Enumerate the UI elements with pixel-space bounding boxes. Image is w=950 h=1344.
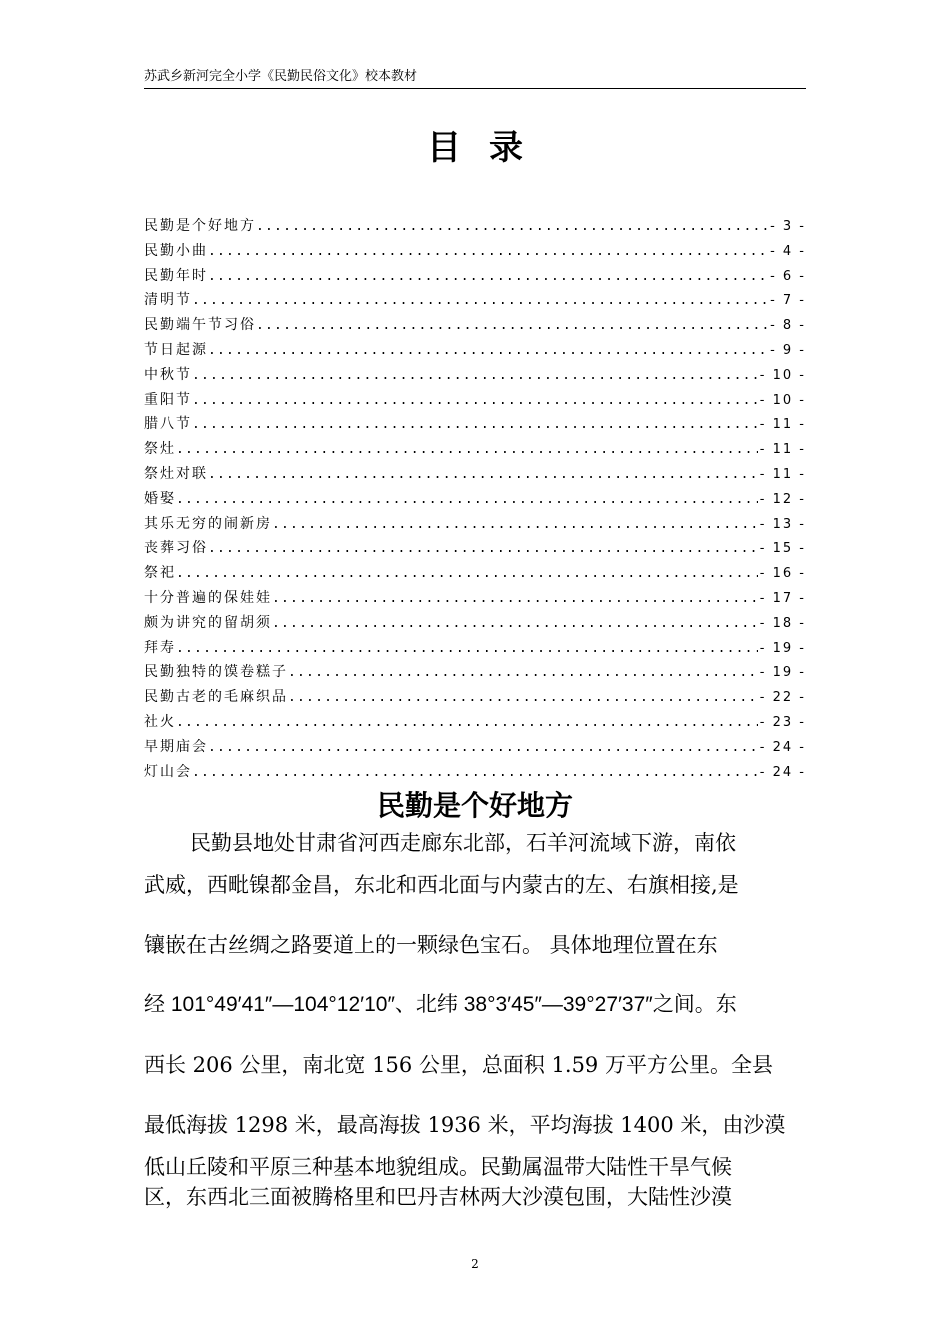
toc-entry-page: - 18 - — [759, 615, 806, 631]
toc-entry-page: - 19 - — [759, 665, 806, 681]
toc-entry-page: - 11 - — [759, 466, 806, 482]
toc-leader-dots — [208, 265, 768, 290]
toc-entry-page: - 8 - — [770, 318, 806, 334]
toc-entry-label: 灯山会 — [144, 763, 192, 780]
toc-entry-label: 民勤小曲 — [144, 242, 208, 259]
body-line: 经 101°49′41″—104°12′10″、北纬 38°3′45″—39°27′37″之间。东 — [144, 993, 737, 1016]
toc-leader-dots — [272, 513, 758, 538]
toc-leader-dots — [192, 413, 758, 438]
toc-title: 目录 — [427, 128, 551, 168]
toc-leader-dots — [192, 389, 758, 414]
toc-leader-dots — [176, 711, 758, 736]
toc-entry-page: - 7 - — [770, 293, 806, 309]
body-line: 民勤县地处甘肃省河西走廊东北部，石羊河流域下游，南依 — [190, 831, 736, 855]
body-line: 低山丘陵和平原三种基本地貌组成。民勤属温带大陆性干旱气候 — [144, 1155, 732, 1179]
toc-leader-dots — [208, 240, 768, 265]
toc-entry-page: - 22 - — [759, 690, 806, 706]
toc-entry[interactable] — [144, 536, 806, 561]
toc-entry-page: - 9 - — [770, 342, 806, 358]
toc-entry-label: 祭祀 — [144, 565, 176, 582]
toc-entry[interactable] — [144, 388, 806, 413]
toc-entry[interactable] — [144, 313, 806, 338]
toc-entry[interactable] — [144, 239, 806, 264]
toc-entry[interactable] — [144, 660, 806, 685]
toc-entry-page: - 11 - — [759, 417, 806, 433]
toc-entry-label: 清明节 — [144, 292, 192, 309]
body-line: 武威，西毗镍都金昌，东北和西北面与内蒙古的左、右旗相接,是 — [144, 873, 739, 897]
toc-entry-label: 丧葬习俗 — [144, 540, 208, 557]
toc-entry[interactable] — [144, 636, 806, 661]
toc-entry-label: 民勤独特的馍卷糕子 — [144, 664, 288, 681]
toc-entry[interactable] — [144, 760, 806, 785]
toc-leader-dots — [176, 488, 758, 513]
section-heading: 民勤是个好地方 — [376, 789, 573, 822]
toc-leader-dots — [288, 661, 758, 686]
toc-entry[interactable] — [144, 512, 806, 537]
toc-entry[interactable] — [144, 264, 806, 289]
toc-entry[interactable] — [144, 685, 806, 710]
section-body — [144, 828, 806, 1212]
page-number: 2 — [471, 1257, 479, 1271]
toc-entry[interactable] — [144, 735, 806, 760]
toc-entry-page: - 11 - — [759, 442, 806, 458]
toc-leader-dots — [176, 637, 758, 662]
toc-entry-label: 腊八节 — [144, 416, 192, 433]
toc-entry-label: 节日起源 — [144, 341, 208, 358]
toc-entry-page: - 10 - — [759, 367, 806, 383]
body-line: 西长 206 公里，南北宽 156 公里，总面积 1.59 万平方公里。全县 — [144, 1053, 773, 1077]
toc-entry-label: 民勤是个好地方 — [144, 218, 256, 234]
toc-leader-dots — [256, 314, 768, 339]
toc-leader-dots — [192, 289, 768, 314]
toc-entry-page: - 16 - — [759, 566, 806, 582]
toc-entry[interactable] — [144, 710, 806, 735]
toc-entry-page: - 24 - — [759, 764, 806, 780]
toc-entry[interactable] — [144, 586, 806, 611]
toc-entry-label: 祭灶 — [144, 441, 176, 458]
toc-leader-dots — [208, 736, 758, 761]
toc-entry-label: 民勤年时 — [144, 267, 208, 284]
toc-entry[interactable] — [144, 288, 806, 313]
toc-entry[interactable] — [144, 561, 806, 586]
toc-entry[interactable] — [144, 462, 806, 487]
toc-entry-label: 十分普遍的保娃娃 — [144, 589, 272, 606]
toc-entry-page: - 24 - — [759, 739, 806, 755]
toc-entry[interactable] — [144, 487, 806, 512]
toc-entry-page: - 12 - — [759, 491, 806, 507]
toc-entry[interactable] — [144, 338, 806, 363]
toc-entry-page: - 19 - — [759, 640, 806, 656]
body-line: 最低海拔 1298 米，最高海拔 1936 米，平均海拔 1400 米，由沙漠 — [144, 1113, 786, 1137]
toc-entry[interactable] — [144, 214, 806, 239]
toc-entry-label: 祭灶对联 — [144, 465, 208, 482]
toc-entry-label: 颇为讲究的留胡须 — [144, 614, 272, 631]
toc-leader-dots — [208, 339, 768, 364]
toc-entry-page: - 4 - — [770, 243, 806, 259]
toc-leader-dots — [272, 612, 758, 637]
toc-entry-label: 中秋节 — [144, 366, 192, 383]
toc-leader-dots — [288, 686, 758, 711]
toc-entry-page: - 10 - — [759, 392, 806, 408]
toc-entry-page: - 3 - — [770, 219, 806, 234]
toc-entry[interactable] — [144, 611, 806, 636]
body-line: 镶嵌在古丝绸之路要道上的一颗绿色宝石。 具体地理位置在东 — [144, 933, 718, 957]
toc-entry-page: - 13 - — [759, 516, 806, 532]
toc-entry-page: - 23 - — [759, 714, 806, 730]
toc-leader-dots — [192, 761, 758, 786]
toc-leader-dots — [192, 364, 758, 389]
running-header: 苏武乡新河完全小学《民勤民俗文化》校本教材 — [144, 68, 806, 89]
toc-entry[interactable] — [144, 437, 806, 462]
body-line: 区，东西北三面被腾格里和巴丹吉林两大沙漠包围，大陆性沙漠 — [144, 1185, 732, 1209]
toc-leader-dots — [256, 215, 768, 240]
toc-entry-page: - 15 - — [759, 541, 806, 557]
toc-entry-page: - 17 - — [759, 590, 806, 606]
toc-leader-dots — [208, 537, 758, 562]
toc-leader-dots — [176, 438, 758, 463]
toc-entry-label: 早期庙会 — [144, 738, 208, 755]
toc-entry-label: 婚娶 — [144, 490, 176, 507]
toc-entry-label: 民勤古老的毛麻织品 — [144, 689, 288, 706]
table-of-contents — [144, 214, 806, 784]
toc-entry-label: 拜寿 — [144, 639, 176, 656]
toc-entry-label: 民勤端午节习俗 — [144, 317, 256, 334]
toc-leader-dots — [208, 463, 758, 488]
toc-leader-dots — [272, 587, 758, 612]
toc-entry[interactable] — [144, 412, 806, 437]
toc-leader-dots — [176, 562, 758, 587]
toc-entry[interactable] — [144, 363, 806, 388]
toc-entry-label: 其乐无穷的闹新房 — [144, 515, 272, 532]
toc-entry-label: 重阳节 — [144, 391, 192, 408]
toc-entry-label: 社火 — [144, 713, 176, 730]
toc-entry-page: - 6 - — [770, 268, 806, 284]
